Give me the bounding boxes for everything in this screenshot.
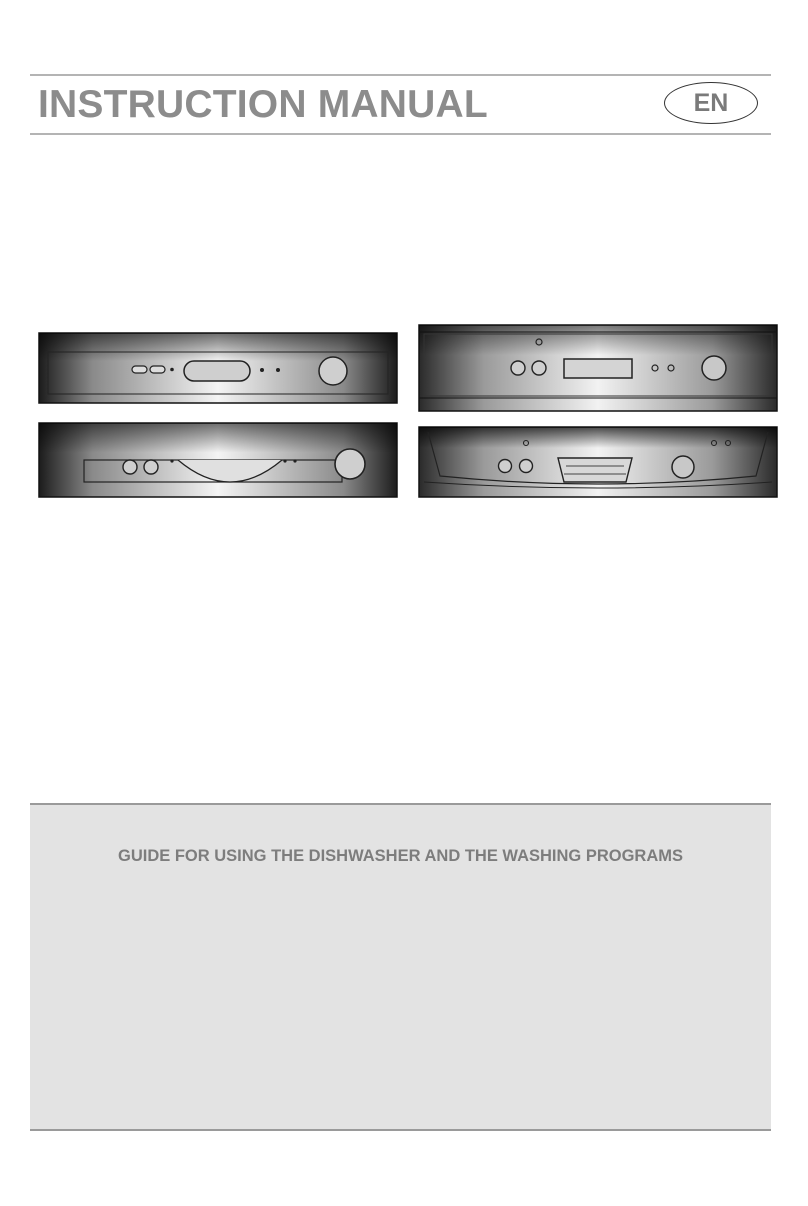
guide-heading: GUIDE FOR USING THE DISHWASHER AND THE WASHING PROGRAMS (118, 847, 683, 865)
top-rule (30, 74, 771, 76)
guide-box (30, 803, 771, 1131)
control-panel-3 (38, 422, 398, 498)
page-title: INSTRUCTION MANUAL (38, 83, 488, 126)
control-panel-4 (418, 426, 778, 498)
control-panel-1 (38, 332, 398, 404)
control-panel-2 (418, 324, 778, 412)
language-badge: EN (664, 82, 758, 124)
header-bottom-rule (30, 133, 771, 135)
